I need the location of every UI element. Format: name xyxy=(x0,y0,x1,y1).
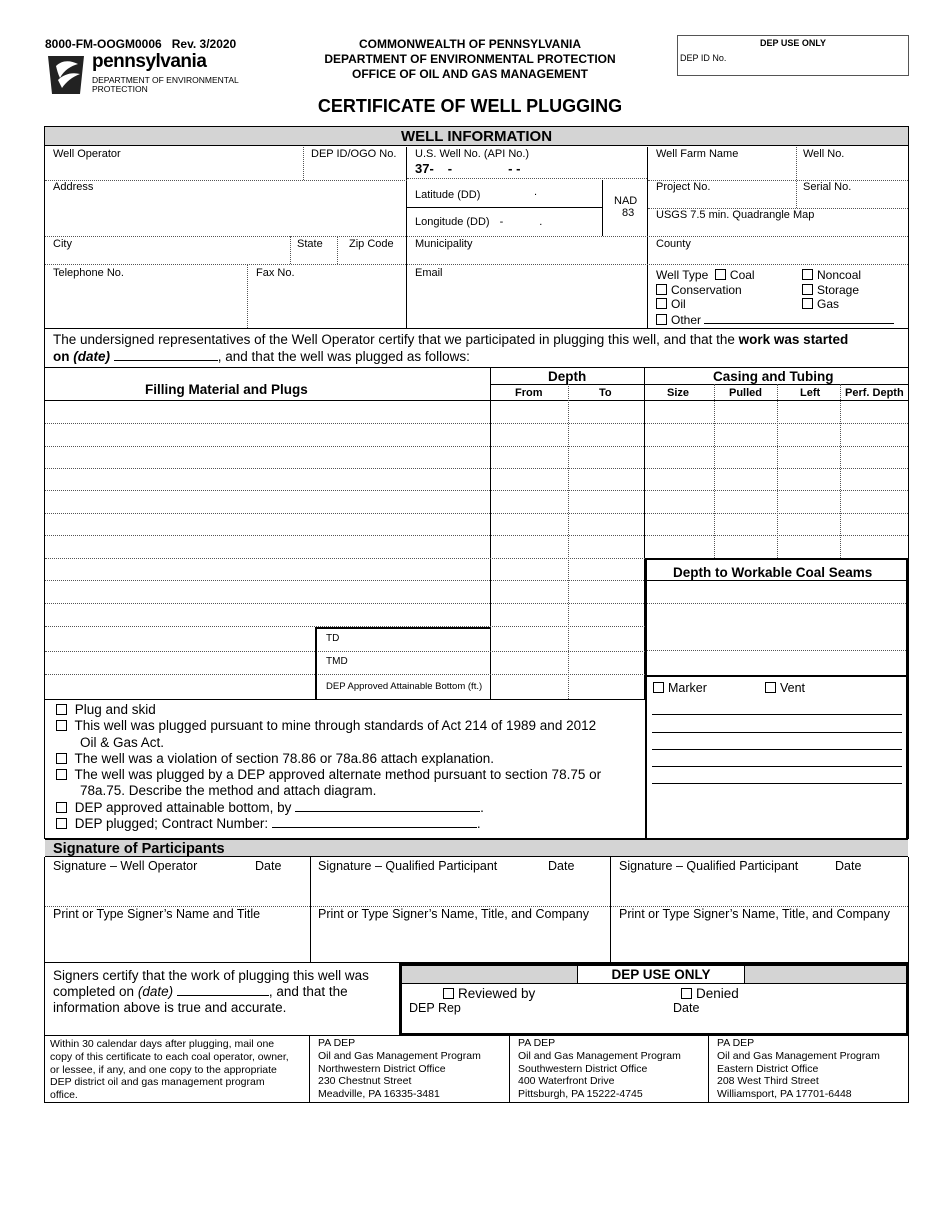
from-header: From xyxy=(515,387,543,399)
gas-checkbox[interactable] xyxy=(802,298,813,309)
zip-label: Zip Code xyxy=(349,238,394,250)
print-name-qualified-1-label: Print or Type Signer’s Name, Title, and Company xyxy=(318,907,589,921)
print-name-qualified-2-label: Print or Type Signer’s Name, Title, and Company xyxy=(619,907,890,921)
pa-dept-name: DEPARTMENT OF ENVIRONMENTAL PROTECTION xyxy=(92,75,239,94)
pa-logo xyxy=(44,51,244,98)
completion-statement: Signers certify that the work of plugging this well was completed on (date) , and that the information above is true and accurate. xyxy=(53,968,369,1015)
signature-header: Signature of Participants xyxy=(45,839,908,857)
keystone-logo-icon xyxy=(44,54,88,96)
storage-checkbox[interactable] xyxy=(802,284,813,295)
alternate-method-checkbox[interactable] xyxy=(56,769,67,780)
td-label: TD xyxy=(326,633,340,644)
dep-use-box: DEP USE ONLY DEP ID No. xyxy=(677,35,909,76)
dep-plugged-checkbox[interactable] xyxy=(56,818,67,829)
perf-depth-header: Perf. Depth xyxy=(845,387,904,399)
print-name-operator-label: Print or Type Signer’s Name and Title xyxy=(53,907,261,921)
marker-checkbox[interactable] xyxy=(653,682,664,693)
dep-date-label: Date xyxy=(673,1001,700,1015)
to-header: To xyxy=(599,387,612,399)
telephone-label: Telephone No. xyxy=(53,267,124,279)
project-no-label: Project No. xyxy=(656,181,711,193)
oil-checkbox[interactable] xyxy=(656,298,667,309)
latitude-label: Latitude (DD) xyxy=(415,189,481,201)
nad-label: NAD 83 xyxy=(614,195,638,219)
coal-seams-header: Depth to Workable Coal Seams xyxy=(673,565,873,580)
latitude-decimal: . xyxy=(534,186,538,198)
vent-checkbox[interactable] xyxy=(765,682,776,693)
dep-bottom-label: DEP Approved Attainable Bottom (ft.) xyxy=(326,681,483,692)
dep-rep-label: DEP Rep xyxy=(409,1001,461,1015)
dep-id-ogo-label: DEP ID/OGO No. xyxy=(311,148,397,160)
sig-qualified-1-date-label: Date xyxy=(548,859,575,873)
sig-qualified-2-date-label: Date xyxy=(835,859,862,873)
dep-id-label: DEP ID No. xyxy=(680,53,727,63)
mine-through-checkbox[interactable] xyxy=(56,720,67,731)
footer-instructions: Within 30 calendar days after plugging, mail one copy of this certificate to each coal operator, owner, or lessee, if any, and one copy to the appropriate DEP district oil and gas management program office. xyxy=(50,1038,289,1102)
pa-wordmark: pennsylvania xyxy=(92,51,207,72)
office-eastern: PA DEP Oil and Gas Management Program Eastern District Office 208 West Third Street Williamsport, PA 17701-6448 xyxy=(717,1037,880,1101)
well-type-group-2: Noncoal Storage Gas xyxy=(802,268,861,312)
state-label: State xyxy=(297,238,323,250)
office-southwestern: PA DEP Oil and Gas Management Program Southwestern District Office 400 Waterfront Drive Pittsburgh, PA 15222-4745 xyxy=(518,1037,681,1101)
sig-qualified-1-label: Signature – Qualified Participant xyxy=(318,859,498,873)
denied-checkbox[interactable] xyxy=(681,988,692,999)
tmd-label: TMD xyxy=(326,656,348,667)
municipality-label: Municipality xyxy=(415,238,473,250)
filling-material-header: Filling Material and Plugs xyxy=(145,382,308,397)
well-info-header: WELL INFORMATION xyxy=(45,127,908,146)
marker-option: Marker xyxy=(653,681,707,695)
api-no-template: 37- - - - xyxy=(415,161,521,176)
api-no-label: U.S. Well No. (API No.) xyxy=(415,148,530,160)
sig-qualified-2-label: Signature – Qualified Participant xyxy=(619,859,799,873)
casing-tubing-header: Casing and Tubing xyxy=(713,369,834,384)
serial-no-label: Serial No. xyxy=(803,181,852,193)
vent-option: Vent xyxy=(765,681,805,695)
email-label: Email xyxy=(415,267,443,279)
other-checkbox[interactable] xyxy=(656,314,667,325)
certify-statement: The undersigned representatives of the Well Operator certify that we participated in plugging this well, and that the work was started on (date) , and that the well was plugged as follows: xyxy=(53,332,849,364)
form-title: CERTIFICATE OF WELL PLUGGING xyxy=(317,96,623,116)
fax-label: Fax No. xyxy=(256,267,295,279)
reviewed-by-checkbox[interactable] xyxy=(443,988,454,999)
pulled-header: Pulled xyxy=(729,387,763,399)
violation-checkbox[interactable] xyxy=(56,753,67,764)
attainable-bottom-checkbox[interactable] xyxy=(56,802,67,813)
city-label: City xyxy=(53,238,72,250)
well-type-group: Well Type Coal Conservation Oil Other xyxy=(656,268,894,327)
office-northwestern: PA DEP Oil and Gas Management Program Northwestern District Office 230 Chestnut Street Meadville, PA 16335-3481 xyxy=(318,1037,481,1101)
sig-operator-label: Signature – Well Operator xyxy=(53,859,198,873)
coal-checkbox[interactable] xyxy=(715,269,726,280)
conservation-checkbox[interactable] xyxy=(656,284,667,295)
left-header: Left xyxy=(800,387,821,399)
address-label: Address xyxy=(53,181,94,193)
well-no-label: Well No. xyxy=(803,148,845,160)
depth-header: Depth xyxy=(548,369,587,384)
agency-block: COMMONWEALTH OF PENNSYLVANIA DEPARTMENT OF ENVIRONMENTAL PROTECTION OFFICE OF OIL AND GAS MANAGEMENT xyxy=(324,37,616,81)
size-header: Size xyxy=(667,387,690,399)
county-label: County xyxy=(656,238,691,250)
dep-use-only-box: DEP USE ONLY xyxy=(399,963,909,1036)
plugging-options: Plug and skid This well was plugged pursuant to mine through standards of Act 214 of 1989 and 2012 Oil & Gas Act. The well was a violation of section 78.86 or 78a.86 attach explanation. The well was plugged by a DEP approved alternate method pursuant to section 78.75 or 78a.75. Describe the method and attach diagram. DEP approved attainable bottom, by . DEP plugged; Contract Number: . xyxy=(56,702,641,832)
usgs-label: USGS 7.5 min. Quadrangle Map xyxy=(656,209,815,221)
sig-operator-date-label: Date xyxy=(255,859,282,873)
longitude-label: Longitude (DD) - . xyxy=(415,216,543,228)
reviewed-by-option: Reviewed by xyxy=(443,986,535,1001)
well-farm-label: Well Farm Name xyxy=(656,148,739,160)
denied-option: Denied xyxy=(681,986,739,1001)
plug-skid-checkbox[interactable] xyxy=(56,704,67,715)
noncoal-checkbox[interactable] xyxy=(802,269,813,280)
well-operator-label: Well Operator xyxy=(53,148,121,160)
coal-seams-box xyxy=(645,558,908,839)
form-number: 8000-FM-OOGM0006 Rev. 3/2020 xyxy=(45,37,237,51)
